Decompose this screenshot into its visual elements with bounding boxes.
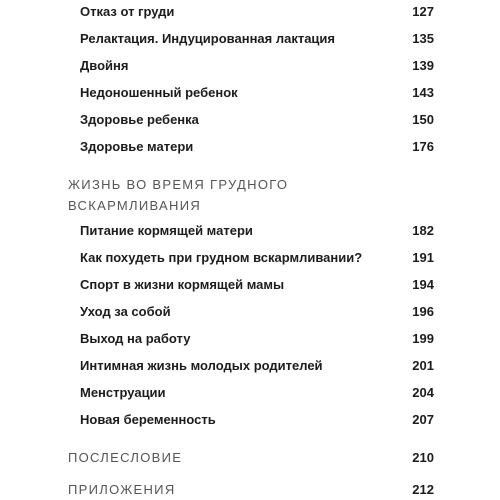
- toc-entry-title: Здоровье ребенка: [80, 111, 199, 127]
- toc-entry-page: 196: [412, 303, 434, 319]
- toc-entry-title: Спорт в жизни кормящей мамы: [80, 276, 285, 292]
- section-page: 210: [412, 449, 434, 465]
- section-title-line1: ЖИЗНЬ ВО ВРЕМЯ ГРУДНОГО: [68, 176, 289, 192]
- toc-entry[interactable]: [80, 381, 434, 403]
- toc-entry-page: 191: [412, 249, 434, 265]
- toc-entry-page: 127: [412, 3, 434, 19]
- toc-entry-title: Интимная жизнь молодых родителей: [80, 357, 323, 373]
- toc-entry-page: 199: [412, 330, 434, 346]
- toc-section-afterword[interactable]: [68, 446, 434, 468]
- toc-entry-title: Новая беременность: [80, 411, 216, 427]
- toc-entry-page: 182: [412, 222, 434, 238]
- toc-entry-title: Релактация. Индуцированная лактация: [80, 30, 336, 46]
- toc-section-appendix[interactable]: [68, 478, 434, 500]
- toc-entry-title: Менструации: [80, 384, 166, 400]
- toc-entry[interactable]: [80, 108, 434, 130]
- toc-entry-page: 201: [412, 357, 434, 373]
- toc-entry-title: Недоношенный ребенок: [80, 84, 238, 100]
- toc-entry-title: Питание кормящей матери: [80, 222, 253, 238]
- toc-section-life[interactable]: [68, 173, 434, 217]
- toc-entry[interactable]: [80, 327, 434, 349]
- toc-entry[interactable]: [80, 135, 434, 157]
- toc-entry-title: Уход за собой: [80, 303, 171, 319]
- toc-entry[interactable]: [80, 246, 434, 268]
- toc-entry-page: 143: [412, 84, 434, 100]
- toc-entry-page: 194: [412, 276, 434, 292]
- section-page: 212: [412, 481, 434, 497]
- toc-entry[interactable]: [80, 354, 434, 376]
- toc-entry-title: Как похудеть при грудном вскармливании?: [80, 249, 363, 265]
- toc-entry-title: Отказ от груди: [80, 3, 175, 19]
- toc-entry[interactable]: [80, 273, 434, 295]
- toc-entry-page: 176: [412, 138, 434, 154]
- toc-entry-page: 150: [412, 111, 434, 127]
- toc-entry-page: 204: [412, 384, 434, 400]
- section-title: ПОСЛЕСЛОВИЕ: [68, 449, 183, 465]
- toc-entry-title: Выход на работу: [80, 330, 191, 346]
- toc-entry-page: 135: [412, 30, 434, 46]
- toc-entry[interactable]: [80, 54, 434, 76]
- toc-entry-page: 139: [412, 57, 434, 73]
- toc-entry[interactable]: [80, 219, 434, 241]
- toc-entry-title: Здоровье матери: [80, 138, 194, 154]
- toc-entry-page: 207: [412, 411, 434, 427]
- toc-entry[interactable]: [80, 27, 434, 49]
- toc-entry[interactable]: [80, 81, 434, 103]
- toc-entry[interactable]: [80, 300, 434, 322]
- section-title: ПРИЛОЖЕНИЯ: [68, 481, 176, 497]
- toc-entry[interactable]: [80, 408, 434, 430]
- toc-entry[interactable]: [80, 0, 434, 22]
- section-title-line2: ВСКАРМЛИВАНИЯ: [68, 198, 202, 213]
- toc-entry-title: Двойня: [80, 57, 129, 73]
